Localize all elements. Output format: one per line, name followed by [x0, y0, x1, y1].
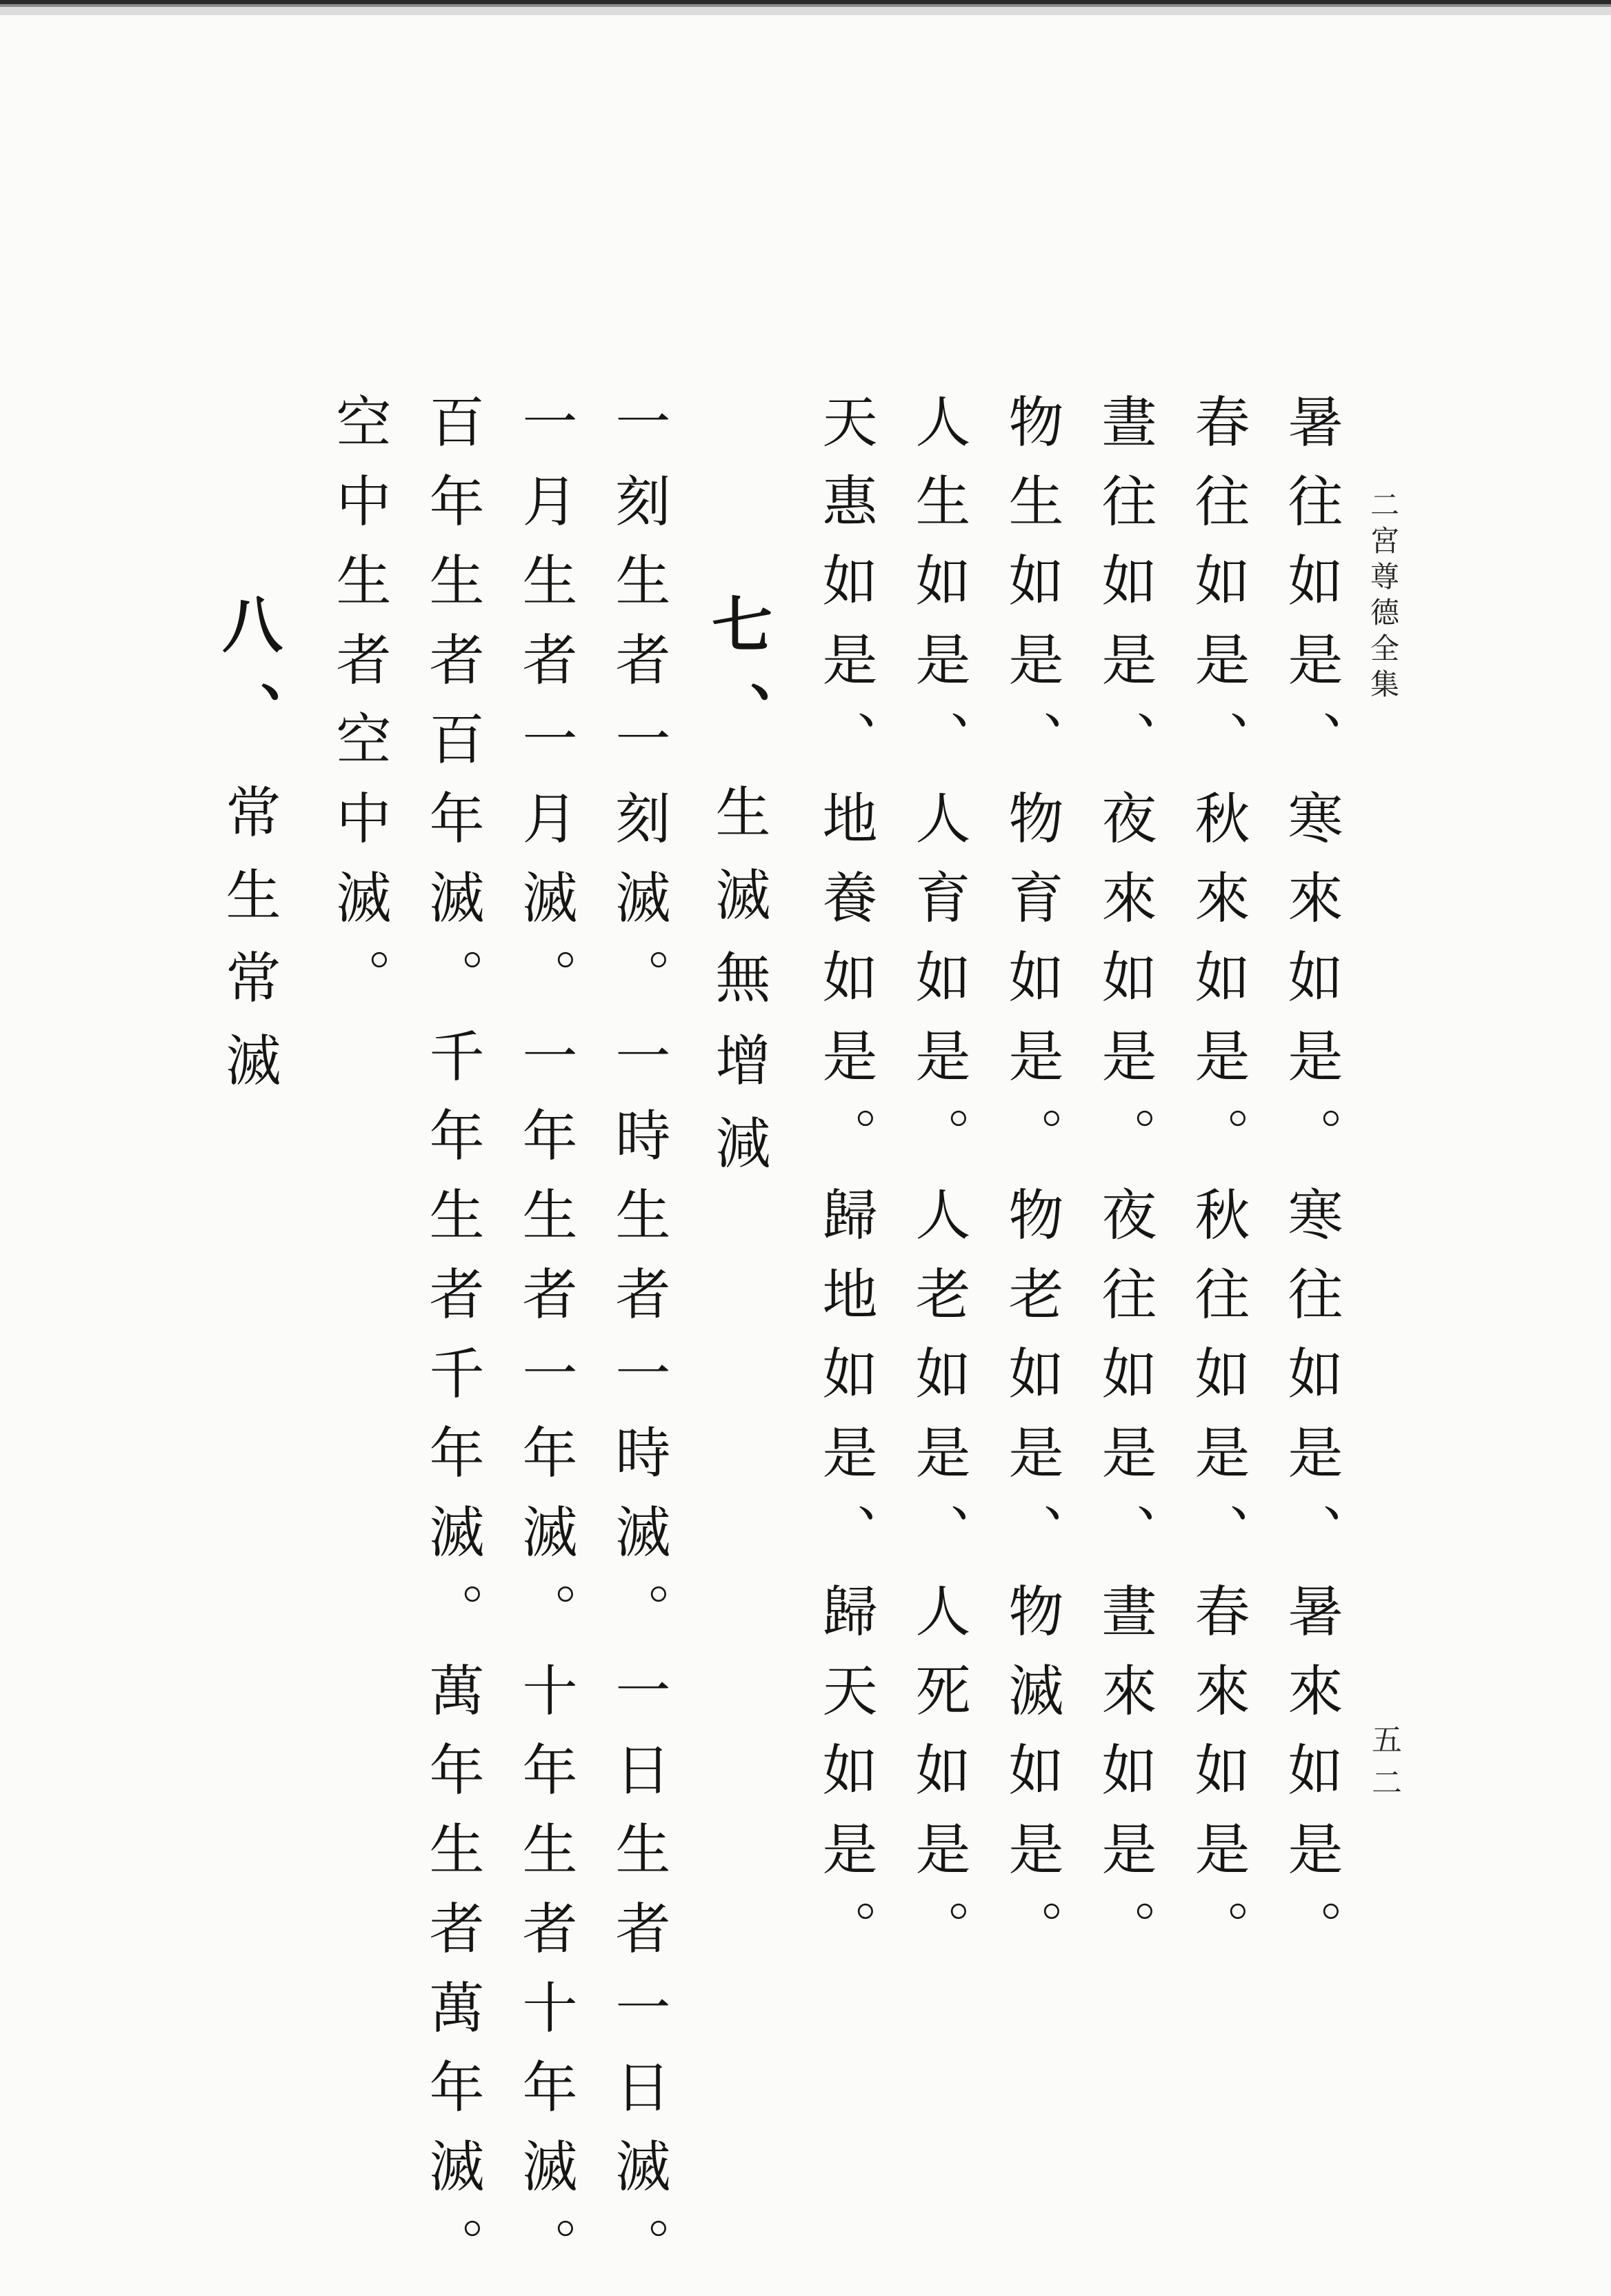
page-top-edge — [0, 0, 1611, 15]
text-column: 百年生者百年滅。千年生者千年滅。萬年生者萬年滅。 — [420, 393, 484, 2296]
text-column: 人生如是、人育如是。人老如是、人死如是。 — [906, 393, 970, 1979]
text-column: 一月生者一月滅。一年生者一年滅。十年生者十年滅。 — [513, 393, 577, 2296]
text-column: 春往如是、秋來如是。秋往如是、春來如是。 — [1185, 393, 1250, 1979]
section-number: 七、 — [702, 593, 774, 769]
text-column: 空中生者空中滅。 — [327, 393, 391, 1027]
text-column: 一刻生者一刻滅。一時生者一時滅。一日生者一日滅。 — [606, 393, 670, 2296]
text-column: 天惠如是、地養如是。歸地如是、歸天如是。 — [813, 393, 877, 1979]
page-number: 五二 — [1366, 1724, 1401, 1809]
text-column: 晝往如是、夜來如是。夜往如是、晝來如是。 — [1092, 393, 1157, 1979]
section-number: 八、 — [212, 593, 284, 769]
text-column: 物生如是、物育如是。物老如是、物滅如是。 — [999, 393, 1063, 1979]
text-column: 暑往如是、寒來如是。寒往如是、暑來如是。 — [1279, 393, 1343, 1979]
section-title: 常生常滅 — [217, 783, 281, 1114]
section-heading-7 — [697, 593, 779, 1214]
section-heading-8 — [207, 593, 290, 1214]
book-title-header: 二宮尊德全集 — [1366, 490, 1400, 705]
section-title: 生滅無增減 — [706, 783, 770, 1197]
